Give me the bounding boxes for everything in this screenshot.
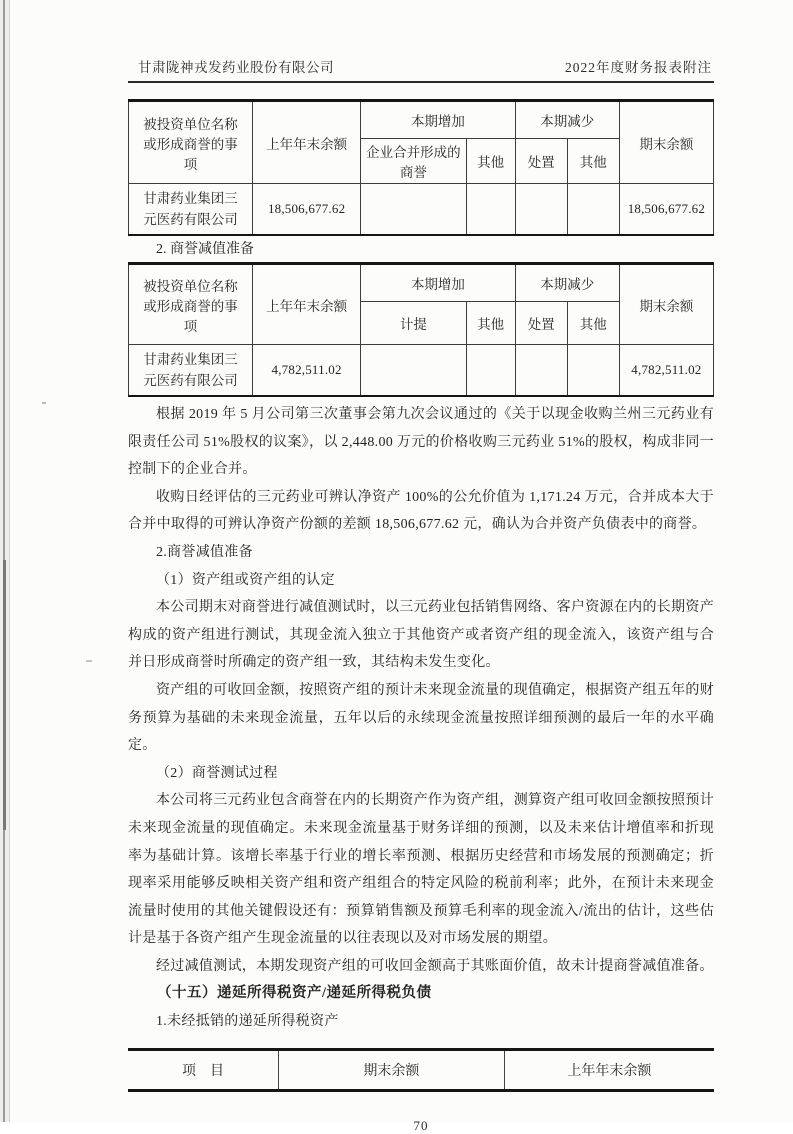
scan-edge-dark-segment bbox=[3, 560, 6, 830]
heading-deferred-tax-section: （十五）递延所得税资产/递延所得税负债 bbox=[157, 985, 432, 1002]
body-text bbox=[128, 401, 714, 1036]
table-header-row bbox=[128, 1049, 714, 1090]
col-header-prev-year-balance: 上年年末余额 bbox=[253, 101, 361, 184]
scan-speck bbox=[42, 402, 46, 404]
col-header-accrual: 计提 bbox=[361, 302, 466, 345]
col-header-investee-name: 被投资单位名称或形成商誉的事项 bbox=[129, 101, 253, 184]
cell-increase-other bbox=[466, 345, 515, 397]
paragraph-asset-group-1: 本公司期末对商誉进行减值测试时，以三元药业包括销售网络、客户资源在内的长期资产构成的资产组进行测试，其现金流入独立于其他资产或者资产组的现金流入，该资产组与合并日形成商誉时所确定的资产组一致，其结构未发生变化。 bbox=[128, 600, 714, 671]
cell-prev-year-balance: 4,782,511.02 bbox=[253, 345, 361, 397]
col-group-current-increase: 本期增加 bbox=[361, 101, 515, 139]
col-header-decrease-other: 其他 bbox=[567, 302, 619, 345]
heading-asset-group-identification: （1）资产组或资产组的认定 bbox=[156, 572, 335, 588]
heading-deferred-tax-assets: 1.未经抵销的递延所得税资产 bbox=[156, 1014, 339, 1030]
cell-decrease-other bbox=[567, 184, 619, 236]
col-header-increase-other: 其他 bbox=[466, 302, 515, 345]
goodwill-impairment-table bbox=[128, 262, 714, 397]
col-header-disposal: 处置 bbox=[515, 302, 567, 345]
cell-decrease-other bbox=[567, 345, 619, 397]
company-name: 甘肃陇神戎发药业股份有限公司 bbox=[138, 60, 334, 75]
table-row bbox=[129, 345, 714, 397]
col-header-merger-goodwill: 企业合并形成的商誉 bbox=[361, 139, 466, 184]
paragraph-acquisition: 根据 2019 年 5 月公司第三次董事会第九次会议通过的《关于以现金收购兰州三元药业有限责任公司 51%股权的议案》，以 2,448.00 万元的价格收购三元药业 51%的股权，构成非同一控制下的企业合并。 bbox=[128, 407, 714, 478]
col-header-investee-name: 被投资单位名称或形成商誉的事项 bbox=[129, 264, 253, 345]
cell-ending-balance: 18,506,677.62 bbox=[619, 184, 713, 236]
goodwill-original-table bbox=[128, 99, 714, 236]
col-group-current-decrease: 本期减少 bbox=[515, 101, 619, 139]
paragraph-test-process: 本公司将三元药业包含商誉在内的长期资产作为资产组，测算资产组可收回金额按照预计未来现金流量的现值确定。未来现金流量基于财务详细的预测，以及未来估计增值率和折现率为基础计算。该增长率基于行业的增长率预测、根据历史经营和市场发展的预测确定；折现率采用能够反映相关资产组和资产组组合的特定风险的税前利率；此外，在预计未来现金流量时使用的其他关键假设还有：预算销售额及预算毛利率的现金流入/流出的估计，这些估计是基于各资产组产生现金流量的以往表现以及对市场发展的期望。 bbox=[128, 793, 714, 947]
cell-investee-name: 甘肃药业集团三元医药有限公司 bbox=[129, 184, 253, 236]
col-header-prev-year-balance: 上年年末余额 bbox=[253, 264, 361, 345]
col-header-disposal: 处置 bbox=[515, 139, 567, 184]
scan-speck bbox=[86, 660, 92, 662]
paragraph-asset-group-2: 资产组的可收回金额，按照资产组的预计未来现金流量的现值确定，根据资产组五年的财务预算为基础的未来现金流量，五年以后的永续现金流量按照详细预测的最后一年的水平确定。 bbox=[128, 682, 714, 754]
deferred-tax-table bbox=[128, 1048, 714, 1092]
heading-goodwill-test-process: （2）商誉测试过程 bbox=[156, 765, 278, 781]
cell-increase-merger bbox=[361, 184, 466, 236]
cell-increase-other bbox=[466, 184, 515, 236]
cell-decrease-disposal bbox=[515, 184, 567, 236]
paragraph-test-result: 经过减值测试，本期发现资产组的可收回金额高于其账面价值，故未计提商誉减值准备。 bbox=[156, 958, 714, 974]
col-group-current-increase: 本期增加 bbox=[361, 264, 515, 302]
col-header-decrease-other: 其他 bbox=[567, 139, 619, 184]
col-header-ending-balance: 期末余额 bbox=[619, 264, 713, 345]
page-content bbox=[128, 56, 714, 1134]
heading-impairment-provision: 2.商誉减值准备 bbox=[156, 544, 253, 560]
paragraph-goodwill-confirmation: 收购日经评估的三元药业可辨认净资产 100%的公允价值为 1,171.24 万元，合并成本大于合并中取得的可辨认净资产份额的差额 18,506,677.62 元，确认为合并资产负债表中的商誉。 bbox=[128, 489, 714, 533]
cell-increase-accrual bbox=[361, 345, 466, 397]
report-title: 2022年度财务报表附注 bbox=[565, 60, 712, 75]
cell-investee-name: 甘肃药业集团三元医药有限公司 bbox=[129, 345, 253, 397]
cell-prev-year-balance: 18,506,677.62 bbox=[253, 184, 361, 236]
col-header-prev-year-balance: 上年年末余额 bbox=[504, 1049, 714, 1090]
col-header-increase-other: 其他 bbox=[466, 139, 515, 184]
col-header-ending-balance: 期末余额 bbox=[279, 1049, 505, 1090]
col-header-ending-balance: 期末余额 bbox=[619, 101, 713, 184]
col-header-item: 项 目 bbox=[128, 1049, 279, 1090]
col-group-current-decrease: 本期减少 bbox=[515, 264, 619, 302]
page-number: 70 bbox=[413, 1117, 429, 1133]
cell-ending-balance: 4,782,511.02 bbox=[619, 345, 713, 397]
document-header bbox=[128, 56, 714, 83]
table-row bbox=[129, 184, 714, 236]
cell-decrease-disposal bbox=[515, 345, 567, 397]
impairment-item-label: 2. 商誉减值准备 bbox=[156, 242, 254, 257]
table-header-row bbox=[129, 101, 714, 139]
table-header-row bbox=[129, 264, 714, 302]
